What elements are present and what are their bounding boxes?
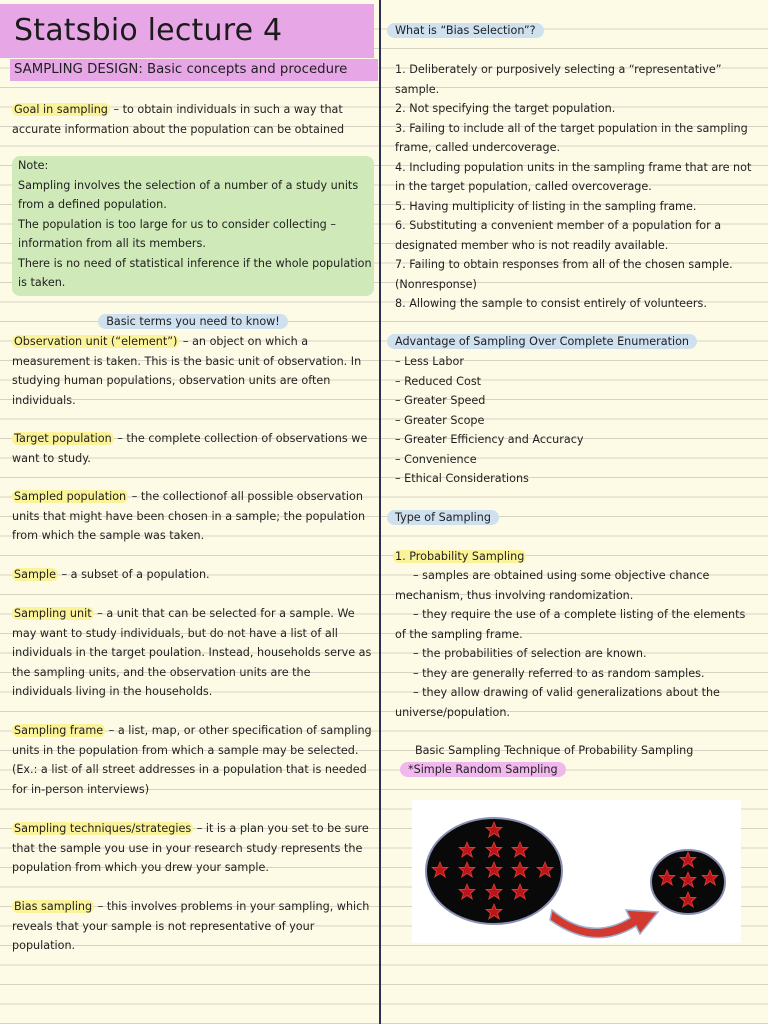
- bias-item: 1. Deliberately or purposively selecting a “representative” sample.: [395, 63, 722, 96]
- term-sampled-population: [12, 487, 374, 546]
- basic-terms-heading-wrap: [12, 312, 374, 332]
- term-label: Sampled population: [14, 490, 127, 503]
- bias-item: 6. Substituting a convenient member of a population for a designated member who is not readily available.: [395, 219, 722, 252]
- term-label: Sampling unit: [14, 607, 92, 620]
- probability-point: – they require the use of a complete listing of the elements of the sampling frame.: [395, 608, 746, 641]
- bias-item: 2. Not specifying the target population.: [395, 102, 616, 115]
- term-bias-sampling: [12, 897, 374, 956]
- bias-item: 7. Failing to obtain responses from all of the chosen sample. (Nonresponse): [395, 258, 733, 291]
- term-definition: – a list, map, or other specification of sampling units in the population from which a sample may be selected. (Ex.: a list of all street addresses in a population that is needed for in-person interviews): [12, 724, 372, 796]
- term-definition: – a subset of a population.: [57, 568, 210, 581]
- page-subtitle: SAMPLING DESIGN: Basic concepts and procedure: [10, 59, 378, 81]
- probability-point: – they are generally referred to as random samples.: [413, 666, 705, 680]
- advantage-list: [395, 352, 755, 489]
- probability-point: – samples are obtained using some objective chance mechanism, thus involving randomization.: [395, 569, 710, 602]
- term-sampling-frame: [12, 721, 374, 799]
- probability-heading: 1. Probability Sampling: [395, 550, 525, 563]
- note-heading: Note:: [18, 159, 49, 172]
- term-observation-unit: [12, 332, 374, 410]
- advantage-item: – Reduced Cost: [395, 374, 482, 388]
- advantage-item: – Greater Efficiency and Accuracy: [395, 433, 584, 446]
- bias-heading: What is “Bias Selection”?: [387, 23, 544, 38]
- term-sampling-unit: [12, 604, 374, 702]
- probability-heading-wrap: [393, 547, 755, 567]
- bias-item: 3. Failing to include all of the target population in the sampling frame, called undercoverage.: [395, 121, 748, 154]
- goal-term: Goal in sampling: [14, 103, 108, 116]
- advantage-item: – Greater Speed: [395, 394, 486, 407]
- technique-item-wrap: [400, 760, 740, 780]
- term-definition: – this involves problems in your sampling, which reveals that your sample is not representative of your population.: [12, 900, 370, 952]
- advantage-item: – Greater Scope: [395, 413, 485, 427]
- note-line-2: The population is too large for us to consider collecting – information from all its members.: [18, 217, 336, 250]
- bias-item: 8. Allowing the sample to consist entirely of volunteers.: [395, 297, 707, 310]
- bias-list: [395, 60, 755, 314]
- term-definition: – an object on which a measurement is taken. This is the basic unit of observation. In studying human populations, observation units are often individuals.: [12, 335, 362, 407]
- sampling-diagram: [412, 800, 741, 943]
- goal-paragraph: [12, 100, 374, 139]
- term-target-population: [12, 429, 374, 468]
- note-line-3: There is no need of statistical inference if the whole population is taken.: [18, 256, 372, 289]
- probability-point: – the probabilities of selection are known.: [413, 647, 647, 660]
- bias-item: 4. Including population units in the sampling frame that are not in the target population, called overcoverage.: [395, 160, 752, 193]
- term-sample: [12, 565, 374, 585]
- term-definition: – the complete collection of observations we want to study.: [12, 432, 368, 465]
- arrow-icon: [550, 910, 658, 938]
- note-text: [18, 156, 374, 293]
- advantage-item: – Ethical Considerations: [395, 472, 529, 485]
- term-definition: – a unit that can be selected for a sample. We may want to study individuals, but do not have a list of all individuals in the target poulation. Instead, households serve as the sampling units, and the observation units are the individuals living in the households.: [12, 607, 372, 698]
- term-sampling-techniques: [12, 819, 374, 878]
- advantage-heading: Advantage of Sampling Over Complete Enumeration: [387, 334, 697, 349]
- term-label: Observation unit (“element”): [14, 335, 178, 348]
- advantage-item: – Less Labor: [395, 355, 464, 368]
- probability-points: [395, 566, 755, 722]
- note-line-1: Sampling involves the selection of a number of a study units from a defined population.: [18, 178, 359, 211]
- probability-point: – they allow drawing of valid generalizations about the universe/population.: [395, 686, 720, 719]
- bias-item: 5. Having multiplicity of listing in the sampling frame.: [395, 199, 697, 213]
- simple-random-sampling-illustration: [412, 800, 741, 943]
- term-definition: – it is a plan you set to be sure that the sample you use in your research study represents the population from which you drew your sample.: [12, 822, 369, 874]
- term-label: Sampling techniques/strategies: [14, 822, 192, 835]
- technique-item: *Simple Random Sampling: [400, 762, 566, 777]
- goal-text: – to obtain individuals in such a way that accurate information about the population can be obtained: [12, 103, 345, 136]
- term-label: Sample: [14, 568, 56, 581]
- types-heading-wrap: [387, 508, 757, 528]
- advantage-heading-wrap: [387, 332, 757, 352]
- bias-heading-wrap: [387, 21, 757, 41]
- technique-heading: Basic Sampling Technique of Probability Sampling: [415, 744, 694, 757]
- term-label: Sampling frame: [14, 724, 104, 737]
- page-divider: [379, 0, 381, 1024]
- page-title: Statsbio lecture 4: [14, 13, 283, 48]
- term-definition: – the collectionof all possible observation units that might have been chosen in a sample; the population from which the sample was taken.: [12, 490, 366, 542]
- term-label: Target population: [14, 432, 112, 445]
- term-label: Bias sampling: [14, 900, 93, 913]
- advantage-item: – Convenience: [395, 452, 477, 466]
- types-heading: Type of Sampling: [387, 510, 499, 525]
- basic-terms-heading: Basic terms you need to know!: [98, 314, 288, 329]
